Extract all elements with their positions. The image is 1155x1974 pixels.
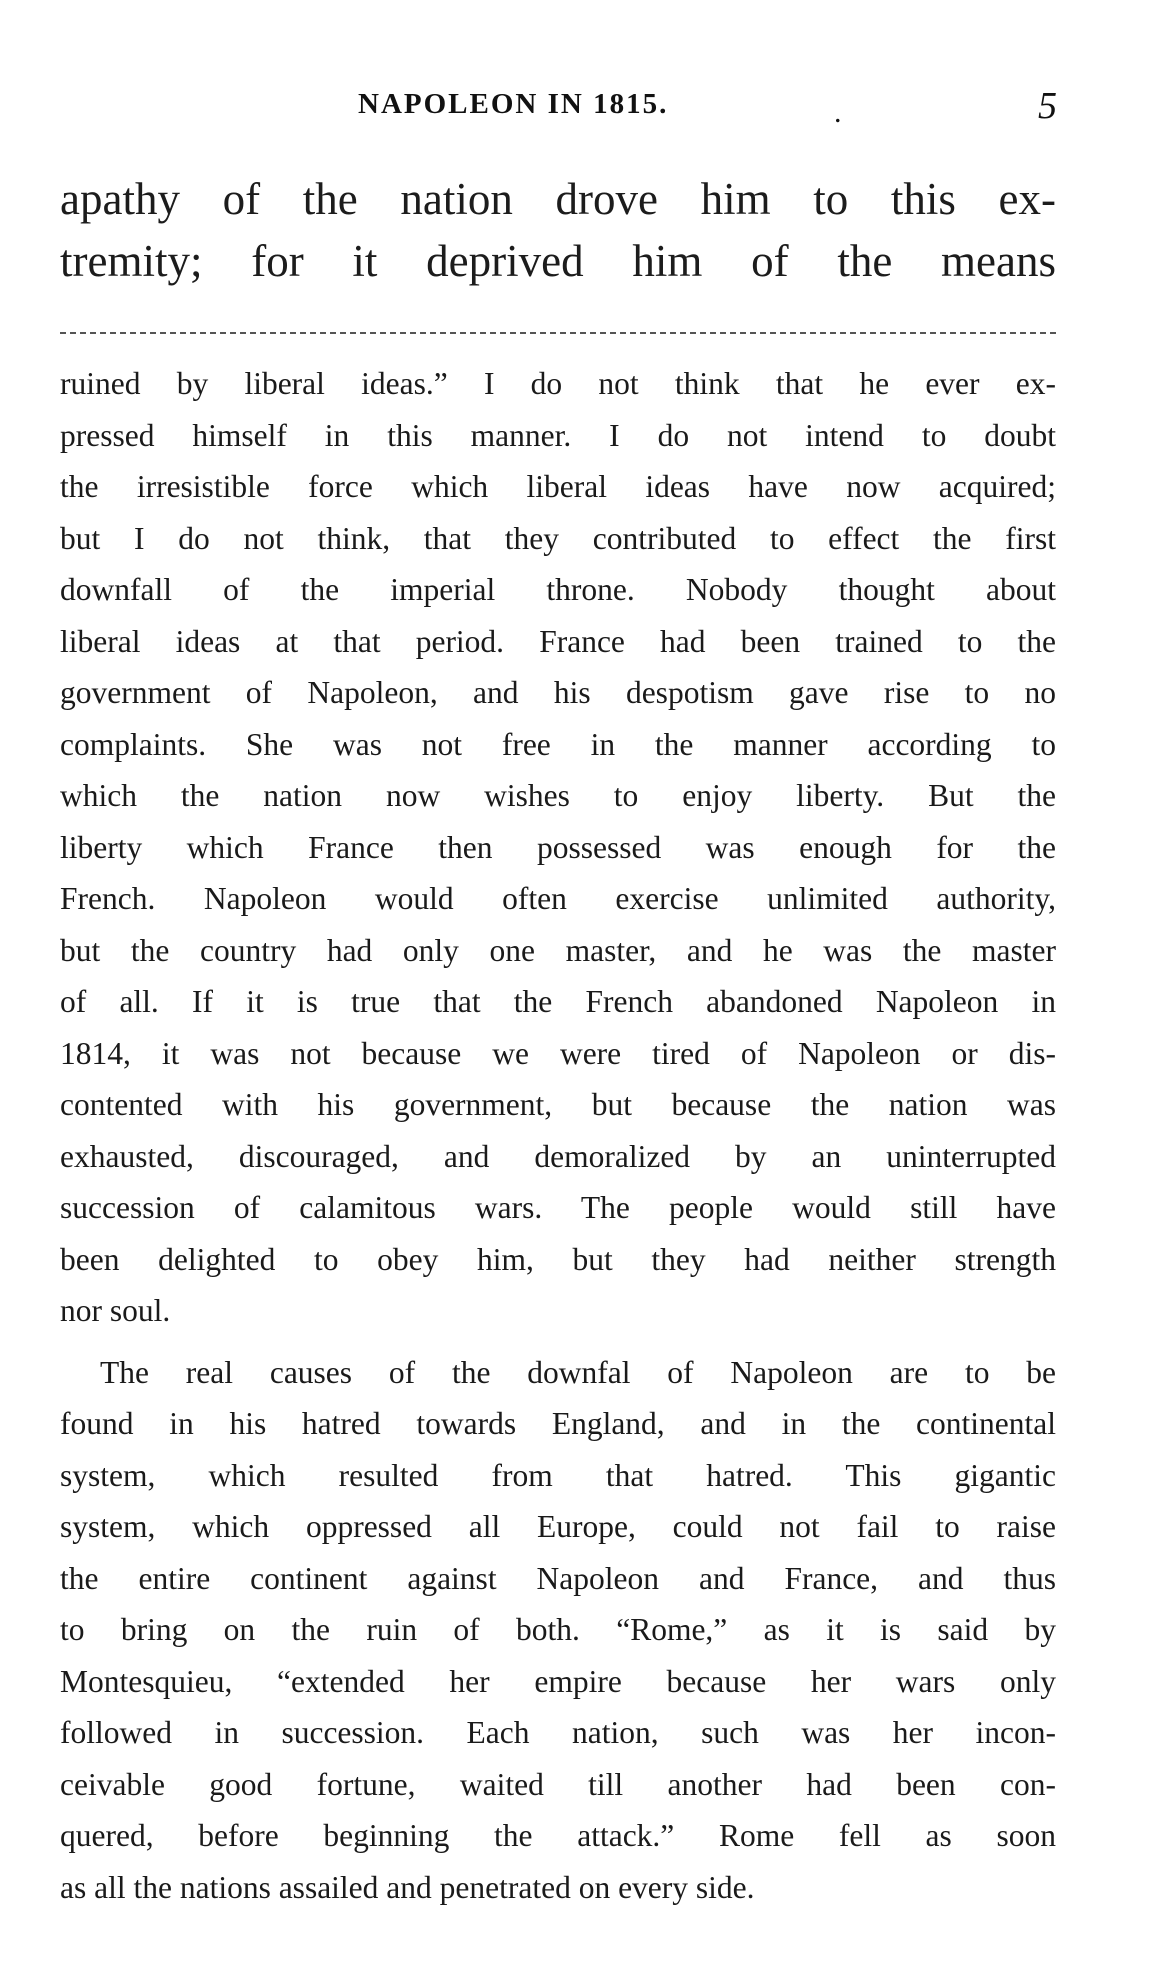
footnote-line: found in his hatred towards England, and in the continental bbox=[60, 1406, 1056, 1441]
footnote-line: quered, before beginning the attack.” Rome fell as soon bbox=[60, 1818, 1056, 1853]
footnote-separator-rule bbox=[60, 332, 1056, 334]
main-text bbox=[60, 168, 1056, 292]
footnote-paragraph bbox=[60, 1347, 1056, 1914]
footnote-line: nor soul. bbox=[60, 1293, 171, 1328]
running-head bbox=[0, 85, 1155, 138]
main-text-line: apathy of the nation drove him to this ex- bbox=[60, 174, 1056, 224]
footnote-line: contented with his government, but because the nation was bbox=[60, 1087, 1056, 1122]
footnote-line: but I do not think, that they contributed to effect the first bbox=[60, 520, 1056, 556]
footnote-line: complaints. She was not free in the manner according to bbox=[60, 726, 1056, 762]
footnote-line: the entire continent against Napoleon and France, and thus bbox=[60, 1560, 1056, 1596]
footnote-line: been delighted to obey him, but they had neither strength bbox=[60, 1241, 1056, 1277]
footnote-line: 1814, it was not because we were tired of Napoleon or dis- bbox=[60, 1035, 1056, 1071]
footnote-line: to bring on the ruin of both. “Rome,” as it is said by bbox=[60, 1612, 1056, 1647]
footnote-line: of all. If it is true that the French abandoned Napoleon in bbox=[60, 984, 1056, 1019]
footnote-line: system, which oppressed all Europe, could not fail to raise bbox=[60, 1509, 1056, 1544]
footnote-line: French. Napoleon would often exercise unlimited authority, bbox=[60, 881, 1056, 916]
footnote-line: as all the nations assailed and penetrated on every side. bbox=[60, 1869, 755, 1905]
footnote-line: The real causes of the downfal of Napoleon are to be bbox=[100, 1354, 1056, 1390]
footnote-line: downfall of the imperial throne. Nobody thought about bbox=[60, 572, 1056, 607]
footnote-line: ruined by liberal ideas.” I do not think that he ever ex- bbox=[60, 366, 1056, 401]
footnote-line: but the country had only one master, and he was the master bbox=[60, 932, 1056, 968]
footnote-line: the irresistible force which liberal ideas have now acquired; bbox=[60, 469, 1056, 504]
footnote-line: liberty which France then possessed was enough for the bbox=[60, 829, 1056, 865]
running-title: NAPOLEON IN 1815. bbox=[358, 88, 669, 120]
footnote-line: succession of calamitous wars. The people would still have bbox=[60, 1190, 1056, 1225]
footnote-line: exhausted, discouraged, and demoralized by an uninterrupted bbox=[60, 1138, 1056, 1174]
footnote-line: system, which resulted from that hatred. This gigantic bbox=[60, 1457, 1056, 1493]
footnote-line: which the nation now wishes to enjoy liberty. But the bbox=[60, 778, 1056, 813]
footnote-line: followed in succession. Each nation, such was her incon- bbox=[60, 1715, 1056, 1750]
main-text-line: tremity; for it deprived him of the means bbox=[60, 236, 1056, 286]
footnote-line: pressed himself in this manner. I do not intend to doubt bbox=[60, 417, 1056, 453]
footnote-line: Montesquieu, “extended her empire because her wars only bbox=[60, 1663, 1056, 1699]
stray-mark: . bbox=[834, 96, 842, 129]
footnote-line: liberal ideas at that period. France had been trained to the bbox=[60, 623, 1056, 659]
footnote-paragraph bbox=[60, 358, 1056, 1337]
page-number: 5 bbox=[1038, 85, 1057, 127]
footnote-line: government of Napoleon, and his despotism gave rise to no bbox=[60, 675, 1056, 710]
footnote-line: ceivable good fortune, waited till another had been con- bbox=[60, 1766, 1056, 1802]
footnote bbox=[60, 358, 1056, 1913]
